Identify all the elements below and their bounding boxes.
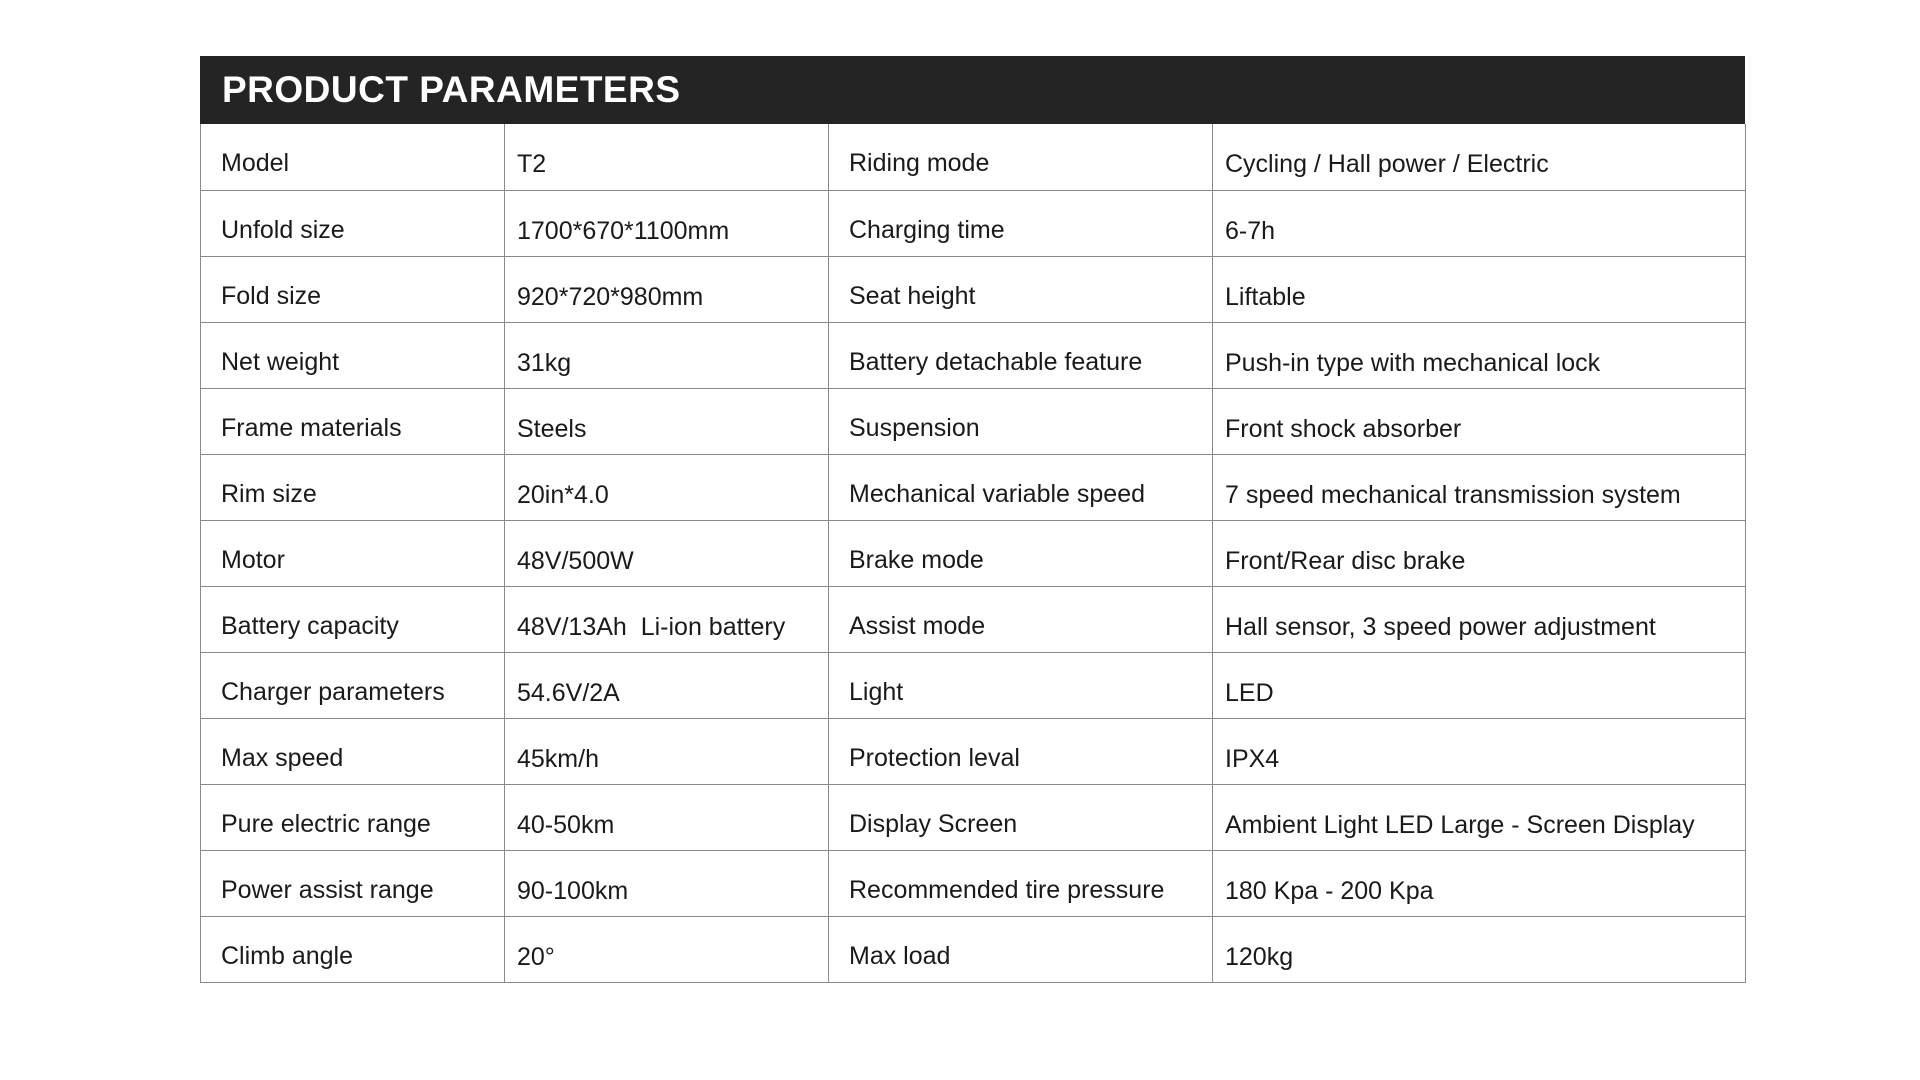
param-label: Net weight bbox=[201, 322, 505, 388]
param-value: 920*720*980mm bbox=[505, 256, 829, 322]
param-value: 1700*670*1100mm bbox=[505, 190, 829, 256]
table-row bbox=[201, 388, 1746, 454]
param-label: Mechanical variable speed bbox=[829, 454, 1213, 520]
param-value: Push-in type with mechanical lock bbox=[1213, 322, 1746, 388]
param-label: Battery capacity bbox=[201, 586, 505, 652]
table-row bbox=[201, 586, 1746, 652]
param-value: 20in*4.0 bbox=[505, 454, 829, 520]
table-row bbox=[201, 256, 1746, 322]
param-value: 31kg bbox=[505, 322, 829, 388]
param-label: Fold size bbox=[201, 256, 505, 322]
header-bar bbox=[200, 56, 1745, 124]
param-value: Liftable bbox=[1213, 256, 1746, 322]
param-label: Seat height bbox=[829, 256, 1213, 322]
param-label: Riding mode bbox=[829, 124, 1213, 190]
param-label: Model bbox=[201, 124, 505, 190]
table-row bbox=[201, 652, 1746, 718]
param-value: 6-7h bbox=[1213, 190, 1746, 256]
param-value: 180 Kpa - 200 Kpa bbox=[1213, 850, 1746, 916]
param-value: 40-50km bbox=[505, 784, 829, 850]
param-value: Cycling / Hall power / Electric bbox=[1213, 124, 1746, 190]
param-label: Charging time bbox=[829, 190, 1213, 256]
param-value: Steels bbox=[505, 388, 829, 454]
param-label: Protection leval bbox=[829, 718, 1213, 784]
param-label: Motor bbox=[201, 520, 505, 586]
param-label: Rim size bbox=[201, 454, 505, 520]
param-value: Front shock absorber bbox=[1213, 388, 1746, 454]
param-label: Recommended tire pressure bbox=[829, 850, 1213, 916]
param-label: Max speed bbox=[201, 718, 505, 784]
param-value: Ambient Light LED Large - Screen Display bbox=[1213, 784, 1746, 850]
param-value: 20° bbox=[505, 916, 829, 982]
param-value: Hall sensor, 3 speed power adjustment bbox=[1213, 586, 1746, 652]
param-value: 48V/13Ah Li-ion battery bbox=[505, 586, 829, 652]
param-label: Unfold size bbox=[201, 190, 505, 256]
param-label: Pure electric range bbox=[201, 784, 505, 850]
param-value: LED bbox=[1213, 652, 1746, 718]
param-value: 48V/500W bbox=[505, 520, 829, 586]
param-label: Climb angle bbox=[201, 916, 505, 982]
param-label: Suspension bbox=[829, 388, 1213, 454]
param-value: 120kg bbox=[1213, 916, 1746, 982]
param-value: 7 speed mechanical transmission system bbox=[1213, 454, 1746, 520]
param-value: 90-100km bbox=[505, 850, 829, 916]
param-label: Brake mode bbox=[829, 520, 1213, 586]
param-label: Frame materials bbox=[201, 388, 505, 454]
table-row bbox=[201, 916, 1746, 982]
product-parameters-sheet bbox=[200, 56, 1745, 983]
page-title: PRODUCT PARAMETERS bbox=[222, 69, 681, 110]
table-row bbox=[201, 322, 1746, 388]
param-value: 54.6V/2A bbox=[505, 652, 829, 718]
param-label: Assist mode bbox=[829, 586, 1213, 652]
table-row bbox=[201, 124, 1746, 190]
param-label: Display Screen bbox=[829, 784, 1213, 850]
table-row bbox=[201, 850, 1746, 916]
param-label: Max load bbox=[829, 916, 1213, 982]
param-value: T2 bbox=[505, 124, 829, 190]
param-label: Charger parameters bbox=[201, 652, 505, 718]
param-label: Light bbox=[829, 652, 1213, 718]
table-row bbox=[201, 190, 1746, 256]
param-label: Battery detachable feature bbox=[829, 322, 1213, 388]
param-value: Front/Rear disc brake bbox=[1213, 520, 1746, 586]
table-row bbox=[201, 520, 1746, 586]
table-row bbox=[201, 718, 1746, 784]
parameters-table-body bbox=[201, 124, 1746, 982]
table-row bbox=[201, 454, 1746, 520]
parameters-table bbox=[200, 124, 1746, 983]
param-label: Power assist range bbox=[201, 850, 505, 916]
table-row bbox=[201, 784, 1746, 850]
param-value: 45km/h bbox=[505, 718, 829, 784]
param-value: IPX4 bbox=[1213, 718, 1746, 784]
